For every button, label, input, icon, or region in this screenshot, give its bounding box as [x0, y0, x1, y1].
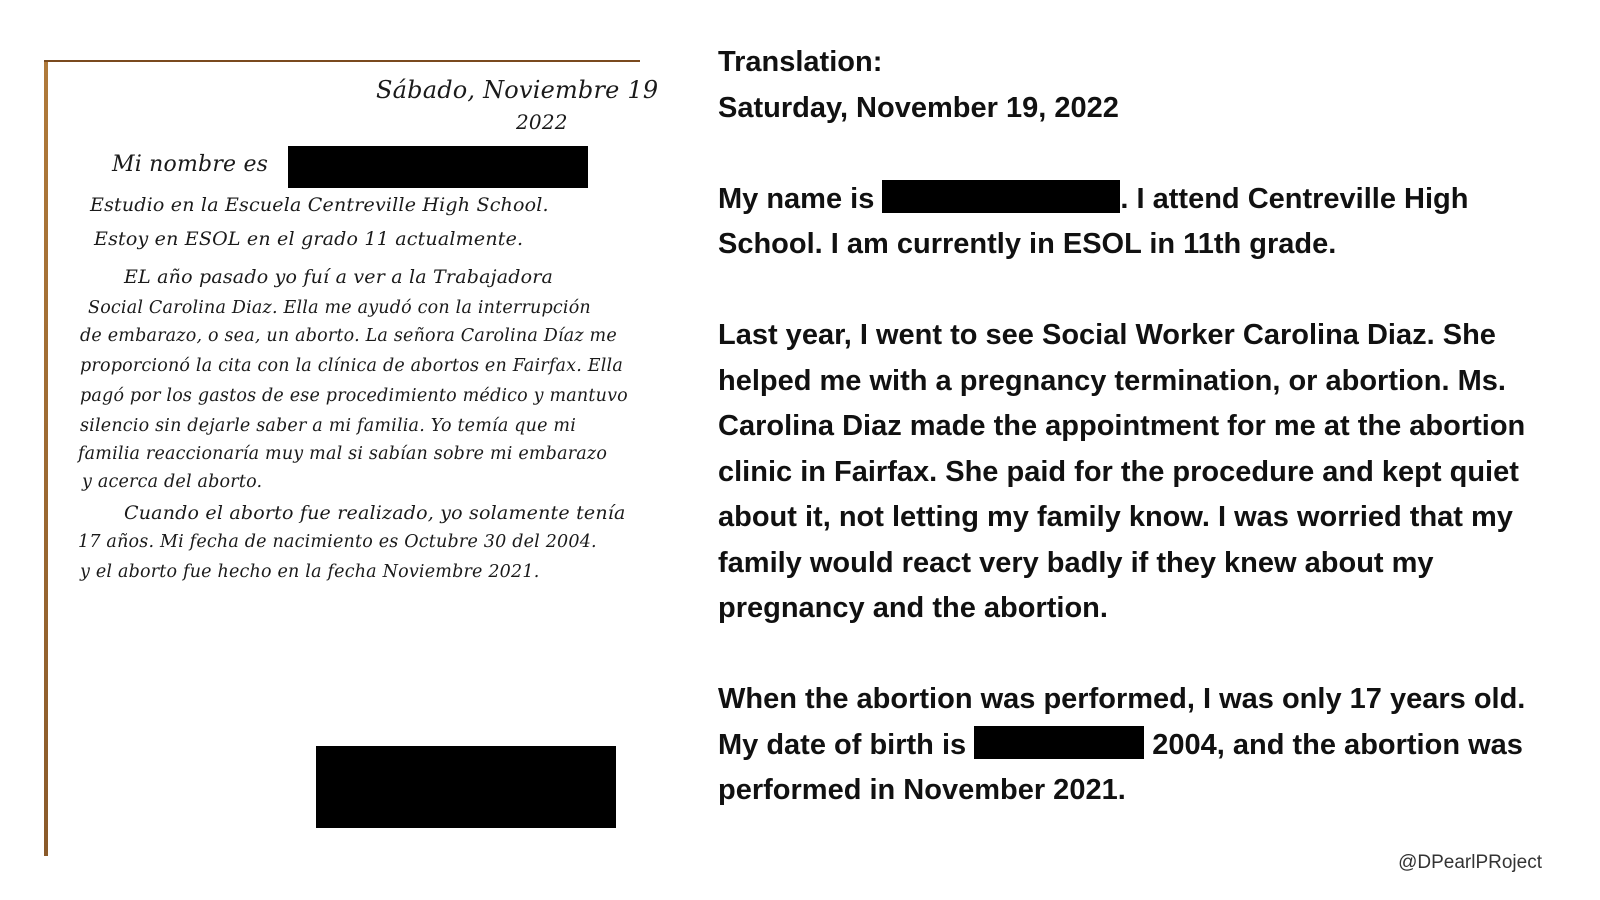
letter-line: Mi nombre es — [112, 152, 269, 177]
name-suffix: . I attend Centreville High School. I am currently in ESOL in 11th grade. — [718, 182, 1469, 260]
letter-line: Estoy en ESOL en el grado 11 actualmente. — [94, 228, 524, 250]
redaction-dob — [974, 726, 1144, 759]
paper-edge-top — [44, 60, 640, 62]
translation-paragraph-2: Last year, I went to see Social Worker Carolina Diaz. She helped me with a pregnancy termination, or abortion. Ms. Carolina Diaz made the appointment for me at the abortion clinic in Fairfax. She paid for the procedure and kept quiet about it, not letting my family know. I was worried that my family would react very badly if they knew about my pregnancy and the abortion. — [718, 319, 1526, 624]
translation-date: Saturday, November 19, 2022 — [718, 91, 1119, 124]
credit-handle: @DPearlPRoject — [1398, 852, 1542, 873]
letter-date: Sábado, Noviembre 19 — [376, 76, 659, 104]
letter-line: pagó por los gastos de ese procedimiento médico y mantuvo — [80, 386, 628, 406]
letter-line: y el aborto fue hecho en la fecha Noviembre 2021. — [80, 562, 540, 582]
letter-line: de embarazo, o sea, un aborto. La señora Carolina Díaz me — [80, 326, 617, 346]
letter-line: familia reaccionaría muy mal si sabían sobre mi embarazo — [78, 444, 608, 464]
handwritten-letter — [44, 60, 659, 856]
redaction-signature — [316, 746, 616, 828]
name-prefix: My name is — [718, 182, 875, 215]
letter-line: proporcionó la cita con la clínica de abortos en Fairfax. Ella — [80, 356, 623, 376]
dob-suffix: 2004, and the abortion was performed in November 2021. — [718, 728, 1523, 806]
redaction-name-inline — [882, 180, 1120, 213]
paper-edge-left — [44, 60, 48, 856]
redaction-name — [288, 146, 588, 188]
letter-line: Social Carolina Diaz. Ella me ayudó con la interrupción — [88, 298, 591, 318]
letter-year: 2022 — [516, 110, 568, 134]
dob-prefix: When the abortion was performed, I was only 17 years old. My date of birth is — [718, 683, 1526, 761]
translation-paragraph-3 — [718, 677, 1558, 814]
translation-text — [718, 40, 1558, 859]
letter-line: Cuando el aborto fue realizado, yo solamente tenía — [124, 502, 626, 524]
letter-line: silencio sin dejarle saber a mi familia. Yo temía que mi — [80, 416, 577, 436]
letter-line: y acerca del aborto. — [82, 472, 263, 492]
letter-line: 17 años. Mi fecha de nacimiento es Octubre 30 del 2004. — [78, 532, 597, 552]
translation-heading: Translation: — [718, 46, 883, 78]
letter-line: EL año pasado yo fuí a ver a la Trabajadora — [124, 266, 554, 288]
letter-line: Estudio en la Escuela Centreville High School. — [90, 194, 549, 216]
translation-paragraph-1 — [718, 177, 1558, 268]
